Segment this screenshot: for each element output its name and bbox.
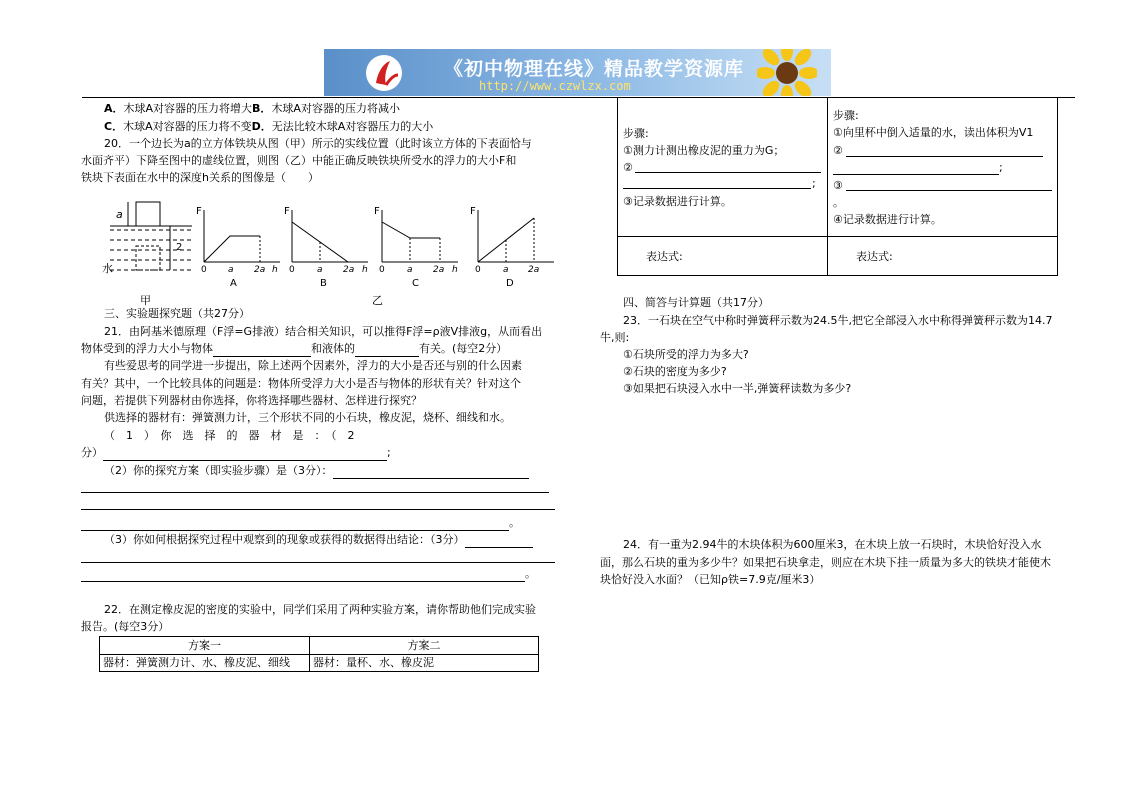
option-text: 无法比较木球A对容器压力的大小 [271, 120, 434, 133]
q21-text: 和液体的 [311, 342, 355, 355]
graph-d [478, 210, 554, 262]
step-text: ③ [833, 179, 843, 192]
graph-tick: 2a [254, 265, 266, 275]
label-jia: 甲 [140, 294, 151, 307]
q20-figure [100, 188, 560, 310]
answer-line[interactable] [81, 562, 555, 563]
label-water: 水 [102, 262, 113, 275]
option-letter: C． [104, 120, 124, 133]
step-text: ② [833, 144, 843, 157]
q23-line: ③如果把石块浸入水中一半,弹簧秤读数为多少? [623, 382, 852, 395]
label-a: a [116, 208, 123, 221]
q21-line-blank: 分） ; [81, 446, 391, 459]
option-text: 木球A对容器的压力将减小 [271, 102, 400, 115]
q20-line: 20．一个边长为a的立方体铁块从图（甲）所示的实线位置（此时该立方体的下表面恰与 [104, 137, 532, 150]
q23-line: ②石块的密度为多少? [623, 365, 727, 378]
answer-blank[interactable] [81, 570, 525, 582]
answer-line[interactable] [623, 188, 811, 189]
option-text: 木球A对容器的压力将不变 [123, 120, 252, 133]
q21-line: 有些爱思考的同学进一步提出，除上述两个因素外，浮力的大小是否还与别的什么因素 [104, 359, 522, 372]
banner-title: 《初中物理在线》精品教学资源库 [444, 58, 745, 80]
q22-table-header-1 [99, 636, 310, 655]
q21-text: （3）你如何根据探究过程中观察到的现象或获得的数据得出结论：（3分） [104, 533, 465, 546]
q21-line: （ 1 ） 你 选 择 的 器 材 是 ： （ 2 [104, 429, 355, 442]
graph-axis-y: F [374, 206, 380, 217]
q21-line: 有关？其中，一个比较具体的问题是：物体所受浮力大小是否与物体的形状有关？针对这个 [81, 377, 521, 390]
graph-tick: a [228, 265, 234, 275]
q21-line: 供选择的器材有：弹簧测力计，三个形状不同的小石块，橡皮泥，烧杯、细线和水。 [104, 411, 511, 424]
step-text: ③记录数据进行计算。 [623, 195, 732, 208]
q19-options-row2 [104, 119, 433, 135]
logo-icon [364, 53, 404, 93]
graph-axis-x: h [452, 265, 458, 275]
graph-c [382, 210, 458, 262]
table-header: 方案一 [188, 639, 221, 652]
steps-label: 步骤: [833, 109, 859, 122]
graph-axis-y: F [196, 206, 202, 217]
graph-a [204, 210, 280, 262]
answer-line[interactable] [846, 156, 1043, 157]
answer-line[interactable] [833, 174, 999, 175]
header-banner [324, 49, 831, 96]
graph-tick: 2a [343, 265, 355, 275]
graph-tick: 0 [475, 265, 481, 275]
answer-blank[interactable] [465, 536, 533, 548]
graph-axis-x: h [362, 265, 368, 275]
table-cell-text: 器材：弹簧测力计、水、橡皮泥、细线 [103, 656, 290, 669]
plan1-expression-cell [617, 236, 828, 276]
q21-text: （2）你的探究方案（即实验步骤）是（3分）： [104, 464, 333, 477]
q20-line: 铁块下表面在水中的深度h关系的图像是（ ） [81, 171, 319, 184]
expression-label: 表达式: [646, 250, 683, 263]
graph-tick: a [407, 265, 413, 275]
label-yi: 乙 [372, 294, 383, 307]
graph-axis-x: h [272, 265, 278, 275]
graph-tick: 0 [379, 265, 385, 275]
section3-heading: 三、实验题探究题（共27分） [104, 307, 250, 320]
steps-label: 步骤: [623, 127, 649, 140]
q22-line: 报告。(每空3分） [81, 620, 170, 633]
option-text: 木球A对容器的压力将增大 [123, 102, 253, 115]
sunflower-icon [757, 49, 817, 96]
graph-tick: 2a [528, 265, 540, 275]
graph-axis-y: F [284, 206, 290, 217]
banner-url[interactable]: http://www.czwlzx.com [479, 79, 631, 93]
graph-tick: 0 [201, 265, 207, 275]
graph-letter: C [412, 278, 419, 289]
option-letter: A． [104, 102, 124, 115]
answer-line[interactable] [846, 190, 1052, 191]
step-text: ①向里杯中倒入适量的水，读出体积为V1 [833, 126, 1034, 139]
q21-line: 问题，若提供下列器材由你选择，你将选择哪些器材、怎样进行探究？ [81, 394, 422, 407]
answer-blank[interactable] [355, 345, 419, 357]
answer-blank[interactable] [103, 449, 387, 461]
graph-axis-y: F [470, 206, 476, 217]
q21-line-blank [104, 532, 533, 548]
q24-line: 块恰好没入水面？（已知ρ铁=7.9克/厘米3） [600, 573, 821, 586]
q22-table-header-2 [309, 636, 539, 655]
graph-letter: B [320, 278, 327, 289]
answer-line-end: 。 [81, 515, 520, 531]
q23-line: 23．一石块在空气中称时弹簧秤示数为24.5牛,把它全部浸入水中称得弹簧秤示数为14.7 [623, 314, 1053, 327]
plan2-steps-cell: 步骤: ①向里杯中倒入适量的水，读出体积为V1 ② ; ③ 。 ④记录数据进行计算。 [827, 97, 1058, 237]
graph-b [292, 210, 368, 262]
q21-text: 有关。(每空2分） [419, 342, 508, 355]
step-text: ①测力计测出橡皮泥的重力为G； [623, 144, 785, 157]
expression-label: 表达式: [856, 250, 893, 263]
graph-letter: A [230, 278, 237, 289]
q21-text: 分） [81, 446, 103, 459]
answer-blank[interactable] [213, 345, 311, 357]
section4-heading: 四、简答与计算题（共17分） [623, 296, 769, 309]
answer-line[interactable] [635, 172, 821, 173]
step-text: ④记录数据进行计算。 [833, 213, 942, 226]
option-letter: D． [251, 120, 272, 133]
q22-line: 22．在测定橡皮泥的密度的实验中，同学们采用了两种实验方案，请你帮助他们完成实验 [104, 603, 536, 616]
graph-letter: D [506, 278, 514, 289]
option-letter: B． [252, 102, 272, 115]
plan2-expression-cell [827, 236, 1058, 276]
q24-line: 面，那么石块的重为多少牛？如果把石块拿走，则应在木块下挂一质量为多大的铁块才能使木 [600, 556, 1051, 569]
q22-table-cell [99, 654, 310, 672]
q20-line: 水面齐平）下降至图中的虚线位置，则图（乙）中能正确反映铁块所受水的浮力的大小F和 [81, 154, 517, 167]
q24-line: 24．有一重为2.94牛的木块体积为600厘米3，在木块上放一石块时，木块恰好没入水 [623, 538, 1042, 551]
q21-line-blank [104, 463, 529, 479]
q21-line-blanks [81, 341, 507, 357]
q19-options-row1 [104, 101, 400, 117]
graph-tick: a [317, 265, 323, 275]
q23-line: ①石块所受的浮力为多大? [623, 348, 749, 361]
graph-tick: a [503, 265, 509, 275]
q23-line: 牛,则: [600, 331, 630, 344]
label-2: 2 [176, 242, 183, 253]
plan1-steps-cell: 步骤: ①测力计测出橡皮泥的重力为G； ② ; ③记录数据进行计算。 [617, 97, 828, 237]
graph-tick: 0 [289, 265, 295, 275]
graph-tick: 2a [433, 265, 445, 275]
step-text: ② [623, 161, 633, 174]
table-header: 方案二 [407, 639, 441, 652]
answer-line[interactable] [81, 492, 549, 493]
q22-table-cell [309, 654, 539, 672]
q21-text: 物体受到的浮力大小与物体 [81, 342, 213, 355]
answer-blank[interactable] [333, 467, 529, 479]
answer-line[interactable] [81, 509, 555, 510]
q21-line: 21．由阿基米德原理（F浮=G排液）结合相关知识，可以推得F浮=ρ液V排液g，从而看出 [104, 325, 543, 338]
table-cell-text: 器材：量杯、水、橡皮泥 [313, 656, 434, 669]
answer-blank[interactable] [81, 519, 509, 531]
answer-line-end: 。 [81, 566, 536, 582]
